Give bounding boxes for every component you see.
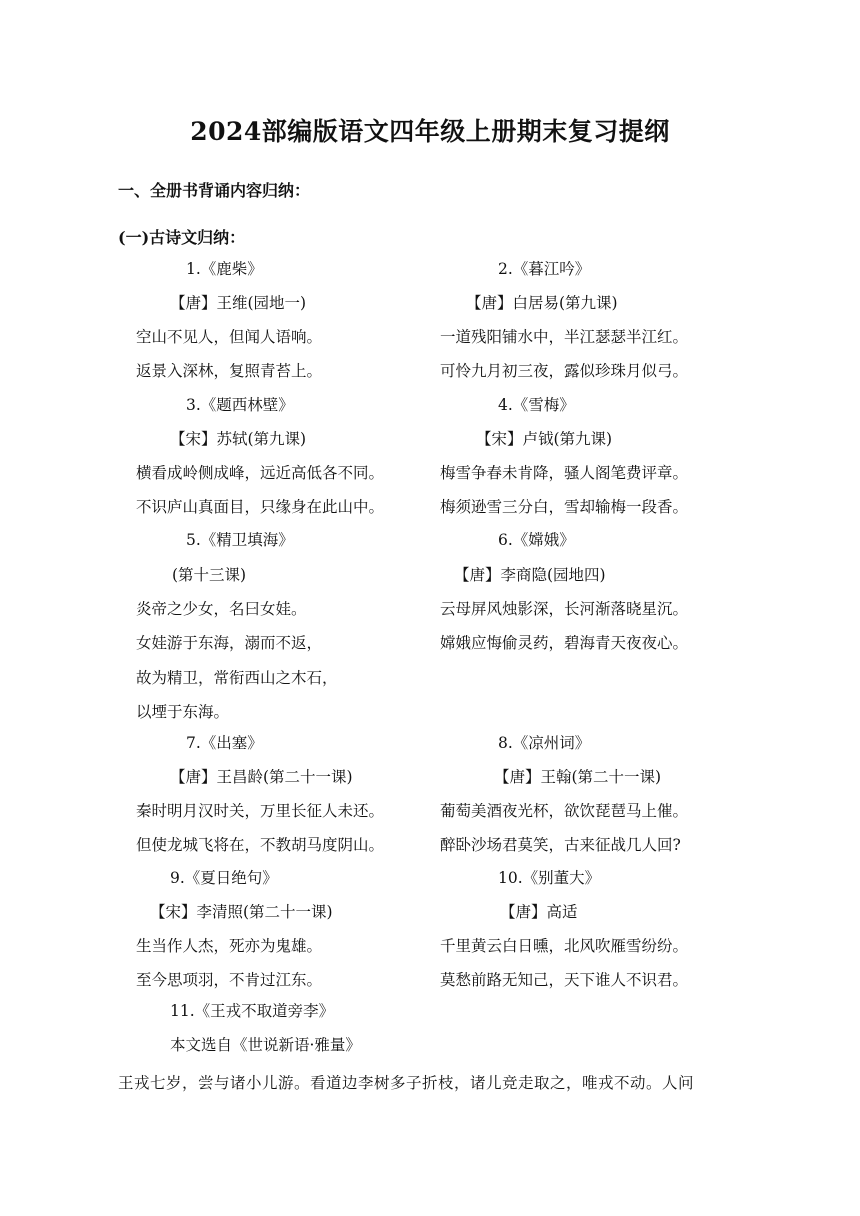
- poem-line: 故为精卫，常衔西山之木石，: [136, 668, 338, 687]
- poem-title: 3.《题西林壁》: [186, 396, 294, 414]
- poem-line: 但使龙城飞将在，不教胡马度阴山。: [136, 836, 385, 855]
- poem-line: 梅雪争春未肯降，骚人阁笔费评章。: [440, 464, 689, 482]
- poem-line: 不识庐山真面目，只缘身在此山中。: [136, 498, 385, 517]
- poem-line: 返景入深林，复照青苔上。: [136, 362, 323, 381]
- poem-title: 6.《嫦娥》: [498, 531, 575, 549]
- poem-author: (第十三课): [172, 566, 247, 584]
- poem-title: 2.《暮江吟》: [498, 260, 591, 278]
- poem-author: 【宋】卢钺(第九课): [476, 430, 613, 448]
- poem-title: 1.《鹿柴》: [186, 260, 263, 278]
- poem-author: 【宋】苏轼(第九课): [170, 430, 307, 448]
- section-heading: 一、全册书背诵内容归纳：: [118, 181, 311, 200]
- poem-author: 【唐】白居易(第九课): [466, 294, 618, 312]
- poem-line: 嫦娥应悔偷灵药，碧海青天夜夜心。: [440, 634, 689, 653]
- poem-line: 云母屏风烛影深，长河渐落晓星沉。: [440, 600, 689, 618]
- poem-title: 11.《王戎不取道旁李》: [170, 1002, 335, 1020]
- poem-title: 10.《别董大》: [498, 869, 601, 887]
- poem-author: 【宋】李清照(第二十一课): [150, 903, 333, 921]
- poem-author: 【唐】高适: [500, 903, 578, 921]
- poem-title: 4.《雪梅》: [498, 396, 575, 414]
- subsection-heading: (一)古诗文归纳：: [118, 228, 246, 247]
- poem-line: 葡萄美酒夜光杯，欲饮琵琶马上催。: [440, 802, 689, 820]
- poem-source: 本文选自《世说新语·雅量》: [170, 1036, 361, 1054]
- poem-line: 炎帝之少女，名曰女娃。: [136, 600, 307, 618]
- poem-line: 以堙于东海。: [136, 702, 230, 721]
- poem-title: 9.《夏日绝句》: [170, 869, 278, 887]
- poem-author: 【唐】李商隐(园地四): [454, 566, 606, 584]
- poem-line: 女娃游于东海，溺而不返，: [136, 634, 323, 653]
- poem-author: 【唐】王昌龄(第二十一课): [170, 768, 353, 786]
- poem-line: 生当作人杰，死亦为鬼雄。: [136, 937, 323, 955]
- poem-line: 秦时明月汉时关，万里长征人未还。: [136, 802, 385, 820]
- poem-line: 空山不见人，但闻人语响。: [136, 328, 323, 346]
- poem-line: 莫愁前路无知己，天下谁人不识君。: [440, 971, 689, 990]
- poem-line: 横看成岭侧成峰，远近高低各不同。: [136, 464, 385, 482]
- poem-line: 梅须逊雪三分白，雪却输梅一段香。: [440, 498, 689, 517]
- poem-author: 【唐】王翰(第二十一课): [494, 768, 662, 786]
- poem-line: 至今思项羽，不肯过江东。: [136, 971, 323, 990]
- poem-title: 5.《精卫填海》: [186, 531, 294, 549]
- poem-line: 千里黄云白日曛，北风吹雁雪纷纷。: [440, 937, 689, 955]
- poem-title: 8.《凉州词》: [498, 734, 591, 752]
- poem-line: 醉卧沙场君莫笑，古来征战几人回?: [440, 836, 681, 855]
- poem-line: 可怜九月初三夜，露似珍珠月似弓。: [440, 362, 689, 381]
- page-title: 2024部编版语文四年级上册期末复习提纲: [190, 117, 670, 146]
- poem-title: 7.《出塞》: [186, 734, 263, 752]
- poem-author: 【唐】王维(园地一): [170, 294, 307, 312]
- body-paragraph: 王戎七岁，尝与诸小儿游。看道边李树多子折枝，诸儿竞走取之，唯戎不动。人问: [118, 1074, 695, 1092]
- poem-line: 一道残阳铺水中，半江瑟瑟半江红。: [440, 328, 689, 346]
